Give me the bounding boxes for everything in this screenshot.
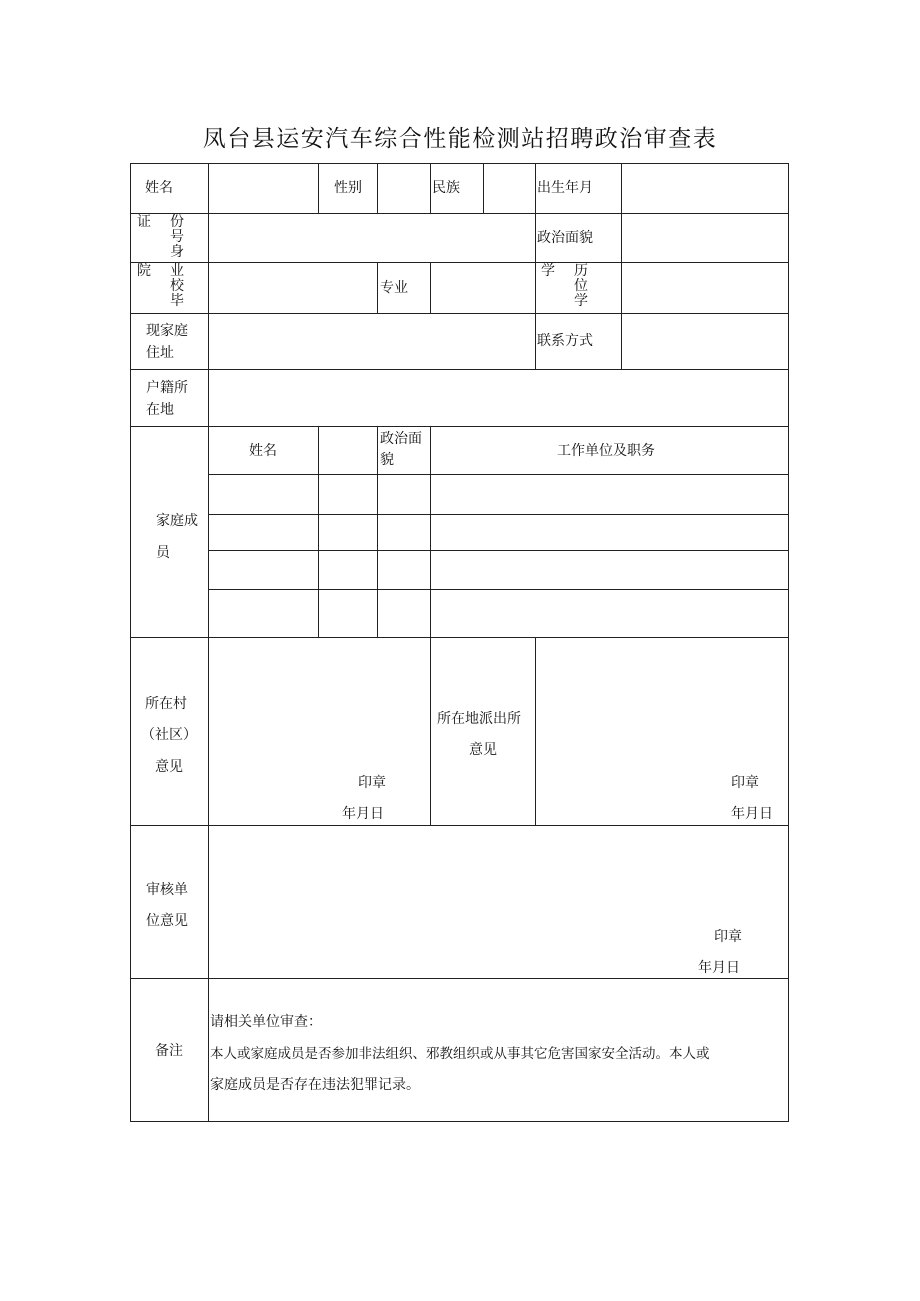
huji-label-line-2: 在地 (146, 402, 174, 418)
family-label-line-2: 员 (156, 545, 170, 561)
ethnicity-field[interactable] (484, 164, 535, 213)
review-opinion-area[interactable] (209, 826, 788, 978)
id-number-field[interactable] (209, 214, 535, 262)
family-political-header-line-2: 貌 (380, 452, 394, 468)
remarks-line-2: 本人或家庭成员是否参加非法组织、邪教组织或从事其它危害国家安全活动。本人或 (210, 1046, 710, 1062)
address-field[interactable] (209, 314, 535, 369)
family-row[interactable] (209, 590, 788, 637)
village-seal: 印章 (358, 775, 386, 791)
village-label-line-1: 所在村 (145, 696, 187, 712)
address-label-line-2: 住址 (146, 345, 174, 361)
school-label-char-4: 毕 (170, 293, 184, 309)
family-row[interactable] (209, 475, 788, 514)
huji-field[interactable] (209, 370, 788, 426)
family-work-header: 工作单位及职务 (557, 443, 655, 459)
family-row[interactable] (209, 515, 788, 550)
police-label-line-2: 意见 (469, 742, 497, 758)
school-field[interactable] (209, 263, 377, 313)
remarks-area (209, 979, 788, 1121)
police-date: 年月日 (731, 806, 773, 822)
name-field[interactable] (209, 164, 318, 213)
gender-field[interactable] (378, 164, 430, 213)
school-label-char-3: 校 (170, 278, 184, 294)
family-row[interactable] (209, 551, 788, 589)
degree-label-char-4: 学 (574, 293, 588, 309)
degree-label-char-3: 位 (574, 278, 588, 294)
major-field[interactable] (431, 263, 535, 313)
village-opinion-area[interactable] (209, 638, 430, 825)
village-label-line-2: （社区） (141, 727, 197, 743)
review-label-line-2: 位意见 (146, 913, 188, 929)
family-political-header-line-1: 政治面 (380, 431, 422, 447)
family-label-line-1: 家庭成 (156, 513, 198, 529)
form-title: 凤台县运安汽车综合性能检测站招聘政治审查表 (202, 126, 718, 152)
id-label-char-2: 份 (170, 214, 184, 230)
family-name-header: 姓名 (249, 443, 277, 459)
remarks-line-3: 家庭成员是否存在违法犯罪记录。 (210, 1077, 420, 1093)
degree-label-char-1: 学 (541, 263, 555, 279)
review-label-line-1: 审核单 (146, 882, 188, 898)
contact-label: 联系方式 (537, 333, 593, 349)
village-date: 年月日 (342, 806, 384, 822)
police-seal: 印章 (731, 775, 759, 791)
gender-label: 性别 (334, 180, 362, 196)
birth-label: 出生年月 (537, 180, 593, 196)
id-label-char-4: 身 (170, 244, 184, 260)
remarks-label: 备注 (155, 1043, 183, 1059)
remarks-line-1: 请相关单位审查： (210, 1014, 322, 1030)
huji-label-line-1: 户籍所 (146, 380, 188, 396)
village-label-line-3: 意见 (155, 759, 183, 775)
contact-field[interactable] (622, 314, 788, 369)
police-opinion-area[interactable] (536, 638, 788, 825)
degree-field[interactable] (622, 263, 788, 313)
political-label: 政治面貌 (537, 230, 593, 246)
political-field[interactable] (622, 214, 788, 262)
school-label-char-2: 业 (170, 263, 184, 279)
ethnicity-label: 民族 (432, 180, 460, 196)
address-label-line-1: 现家庭 (146, 323, 188, 339)
degree-label-char-2: 历 (574, 263, 588, 279)
police-label-line-1: 所在地派出所 (437, 711, 521, 727)
school-label-char-1: 院 (137, 263, 151, 279)
birth-field[interactable] (622, 164, 788, 213)
major-label: 专业 (380, 280, 408, 296)
review-date: 年月日 (698, 960, 740, 976)
name-label: 姓名 (145, 180, 173, 196)
review-seal: 印章 (714, 929, 742, 945)
id-label-char-1: 证 (137, 214, 151, 230)
id-label-char-3: 号 (170, 229, 184, 245)
